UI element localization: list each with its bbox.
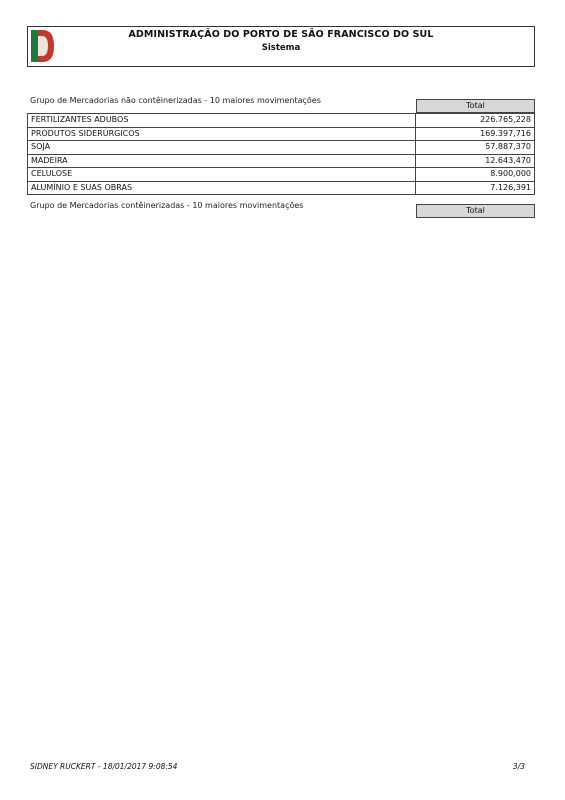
- report-header: [27, 26, 535, 67]
- report-subtitle: Sistema: [261, 43, 301, 53]
- commodity-total: 7.126,391: [416, 181, 535, 195]
- table-row: [28, 114, 535, 128]
- commodity-name: ALUMÍNIO E SUAS OBRAS: [28, 181, 416, 195]
- commodity-name: MADEIRA: [28, 154, 416, 168]
- commodity-total: 57.887,370: [416, 141, 535, 155]
- commodity-total: 12.643,470: [416, 154, 535, 168]
- commodity-name: PRODUTOS SIDERÚRGICOS: [28, 127, 416, 141]
- commodity-name: CELULOSE: [28, 168, 416, 182]
- table-row: [28, 127, 535, 141]
- section-title-container: Grupo de Mercadorias contêinerizadas - 10 maiores movimentações: [30, 201, 304, 210]
- table-row: [28, 141, 535, 155]
- commodity-name: SOJA: [28, 141, 416, 155]
- total-column-header: Total: [416, 99, 535, 113]
- table-row: [28, 181, 535, 195]
- non-container-table: [27, 113, 535, 195]
- commodity-total: 169.397,716: [416, 127, 535, 141]
- table-row: [28, 168, 535, 182]
- section-title-non-container: Grupo de Mercadorias não contêinerizadas - 10 maiores movimentações: [30, 96, 321, 105]
- table-row: [28, 154, 535, 168]
- commodity-name: FERTILIZANTES ADUBOS: [28, 114, 416, 128]
- footer-user-timestamp: SIDNEY RUCKERT - 18/01/2017 9:08:54: [30, 762, 178, 771]
- commodity-total: 226.765,228: [416, 114, 535, 128]
- commodity-total: 8.900,000: [416, 168, 535, 182]
- total-column-header-2: Total: [416, 204, 535, 218]
- report-title: ADMINISTRAÇÃO DO PORTO DE SÃO FRANCISCO DO SUL: [128, 29, 434, 40]
- footer-page-number: 3/3: [512, 762, 525, 771]
